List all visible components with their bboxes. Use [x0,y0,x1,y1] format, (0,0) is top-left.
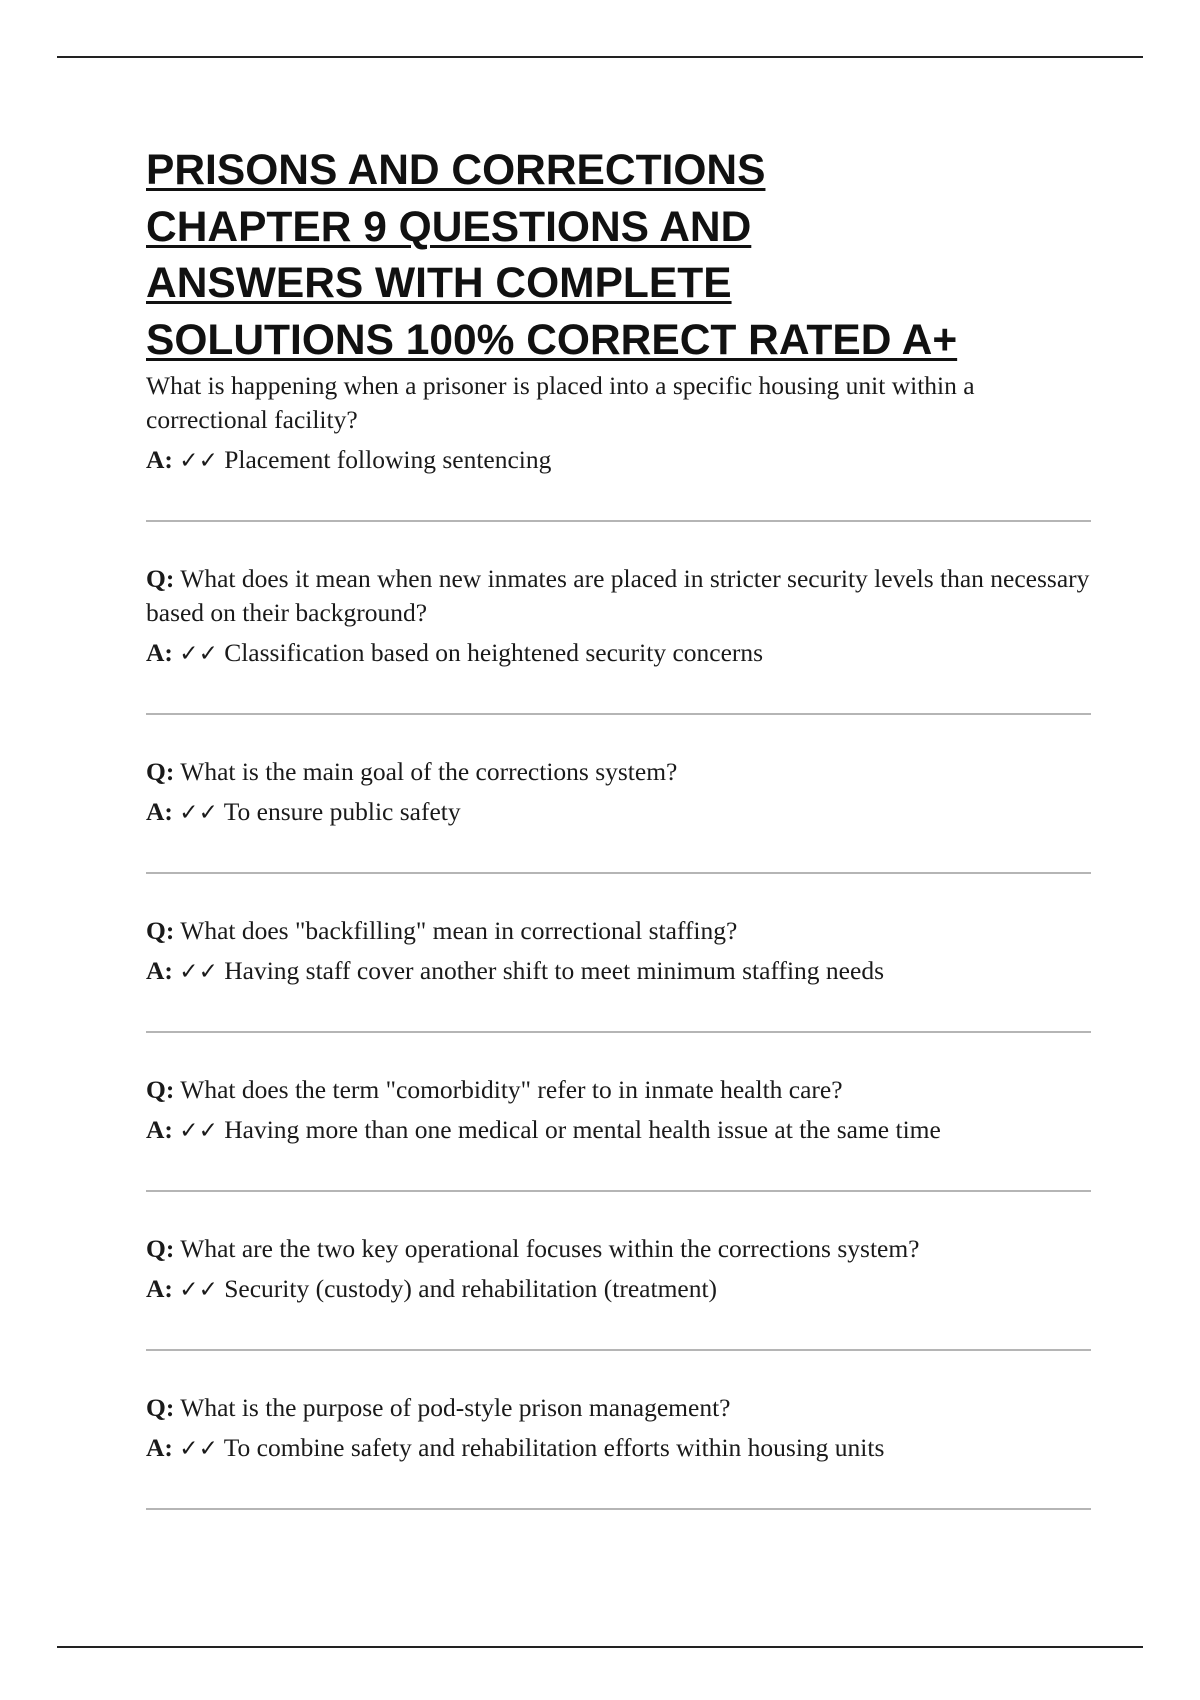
title-line: ANSWERS WITH COMPLETE [146,260,732,307]
double-check-icon: ✓✓ [179,448,218,474]
qa-item [146,1391,1091,1466]
answer-text: Placement following sentencing [224,445,552,474]
qa-item [146,369,1091,478]
answer-text: To combine safety and rehabilitation efforts within housing units [223,1433,885,1462]
answer-label: A: [146,638,173,667]
qa-item [146,755,1091,830]
qa-item [146,1232,1091,1307]
question-text: What is happening when a prisoner is placed into a specific housing unit within a correctional facility? [146,371,975,434]
separator [146,713,1091,715]
qa-item [146,914,1091,989]
question-text: What is the purpose of pod-style prison management? [180,1393,731,1422]
answer [146,1113,1091,1148]
question-text: What does it mean when new inmates are placed in stricter security levels than necessary based on their background? [146,564,1090,627]
document-title [146,143,1091,369]
answer [146,636,1091,671]
question [146,562,1091,630]
double-check-icon: ✓✓ [179,959,218,985]
answer [146,443,1091,478]
question-label: Q: [146,1393,175,1422]
answer [146,1272,1091,1307]
answer-text: Having more than one medical or mental health issue at the same time [224,1115,941,1144]
qa-list [146,369,1091,1510]
question [146,914,1091,948]
question-label: Q: [146,916,175,945]
answer-text: Having staff cover another shift to meet minimum staffing needs [224,956,884,985]
answer-text: Classification based on heightened security concerns [224,638,764,667]
separator [146,1508,1091,1510]
double-check-icon: ✓✓ [179,1118,218,1144]
title-line: SOLUTIONS 100% CORRECT RATED A+ [146,316,958,364]
question-label: Q: [146,1075,175,1104]
double-check-icon: ✓✓ [179,800,218,826]
question-label: Q: [146,564,175,593]
double-check-icon: ✓✓ [179,641,218,667]
document-body [146,143,1091,1550]
title-line: PRISONS AND CORRECTIONS [146,147,766,194]
double-check-icon: ✓✓ [179,1436,218,1462]
answer-label: A: [146,445,173,474]
answer [146,954,1091,989]
title-line: CHAPTER 9 QUESTIONS AND [146,203,752,251]
question-label: Q: [146,757,175,786]
qa-item [146,1073,1091,1148]
bottom-rule [57,1646,1143,1648]
separator [146,1031,1091,1033]
answer-label: A: [146,956,173,985]
answer-text: Security (custody) and rehabilitation (treatment) [224,1274,718,1303]
qa-item [146,562,1091,671]
answer-label: A: [146,797,173,826]
answer-label: A: [146,1115,173,1144]
question [146,1073,1091,1107]
answer [146,1431,1091,1466]
answer-text: To ensure public safety [223,797,461,826]
separator [146,520,1091,522]
separator [146,1349,1091,1351]
separator [146,1190,1091,1192]
question-text: What does "backfilling" mean in correctional staffing? [180,916,738,945]
question [146,755,1091,789]
answer-label: A: [146,1274,173,1303]
question-label: Q: [146,1234,175,1263]
question-text: What does the term "comorbidity" refer to in inmate health care? [180,1075,843,1104]
question-text: What are the two key operational focuses within the corrections system? [180,1234,920,1263]
top-rule [57,56,1143,58]
question [146,1232,1091,1266]
answer-label: A: [146,1433,173,1462]
question [146,1391,1091,1425]
answer [146,795,1091,830]
separator [146,872,1091,874]
question-text: What is the main goal of the corrections system? [180,757,678,786]
double-check-icon: ✓✓ [179,1277,218,1303]
